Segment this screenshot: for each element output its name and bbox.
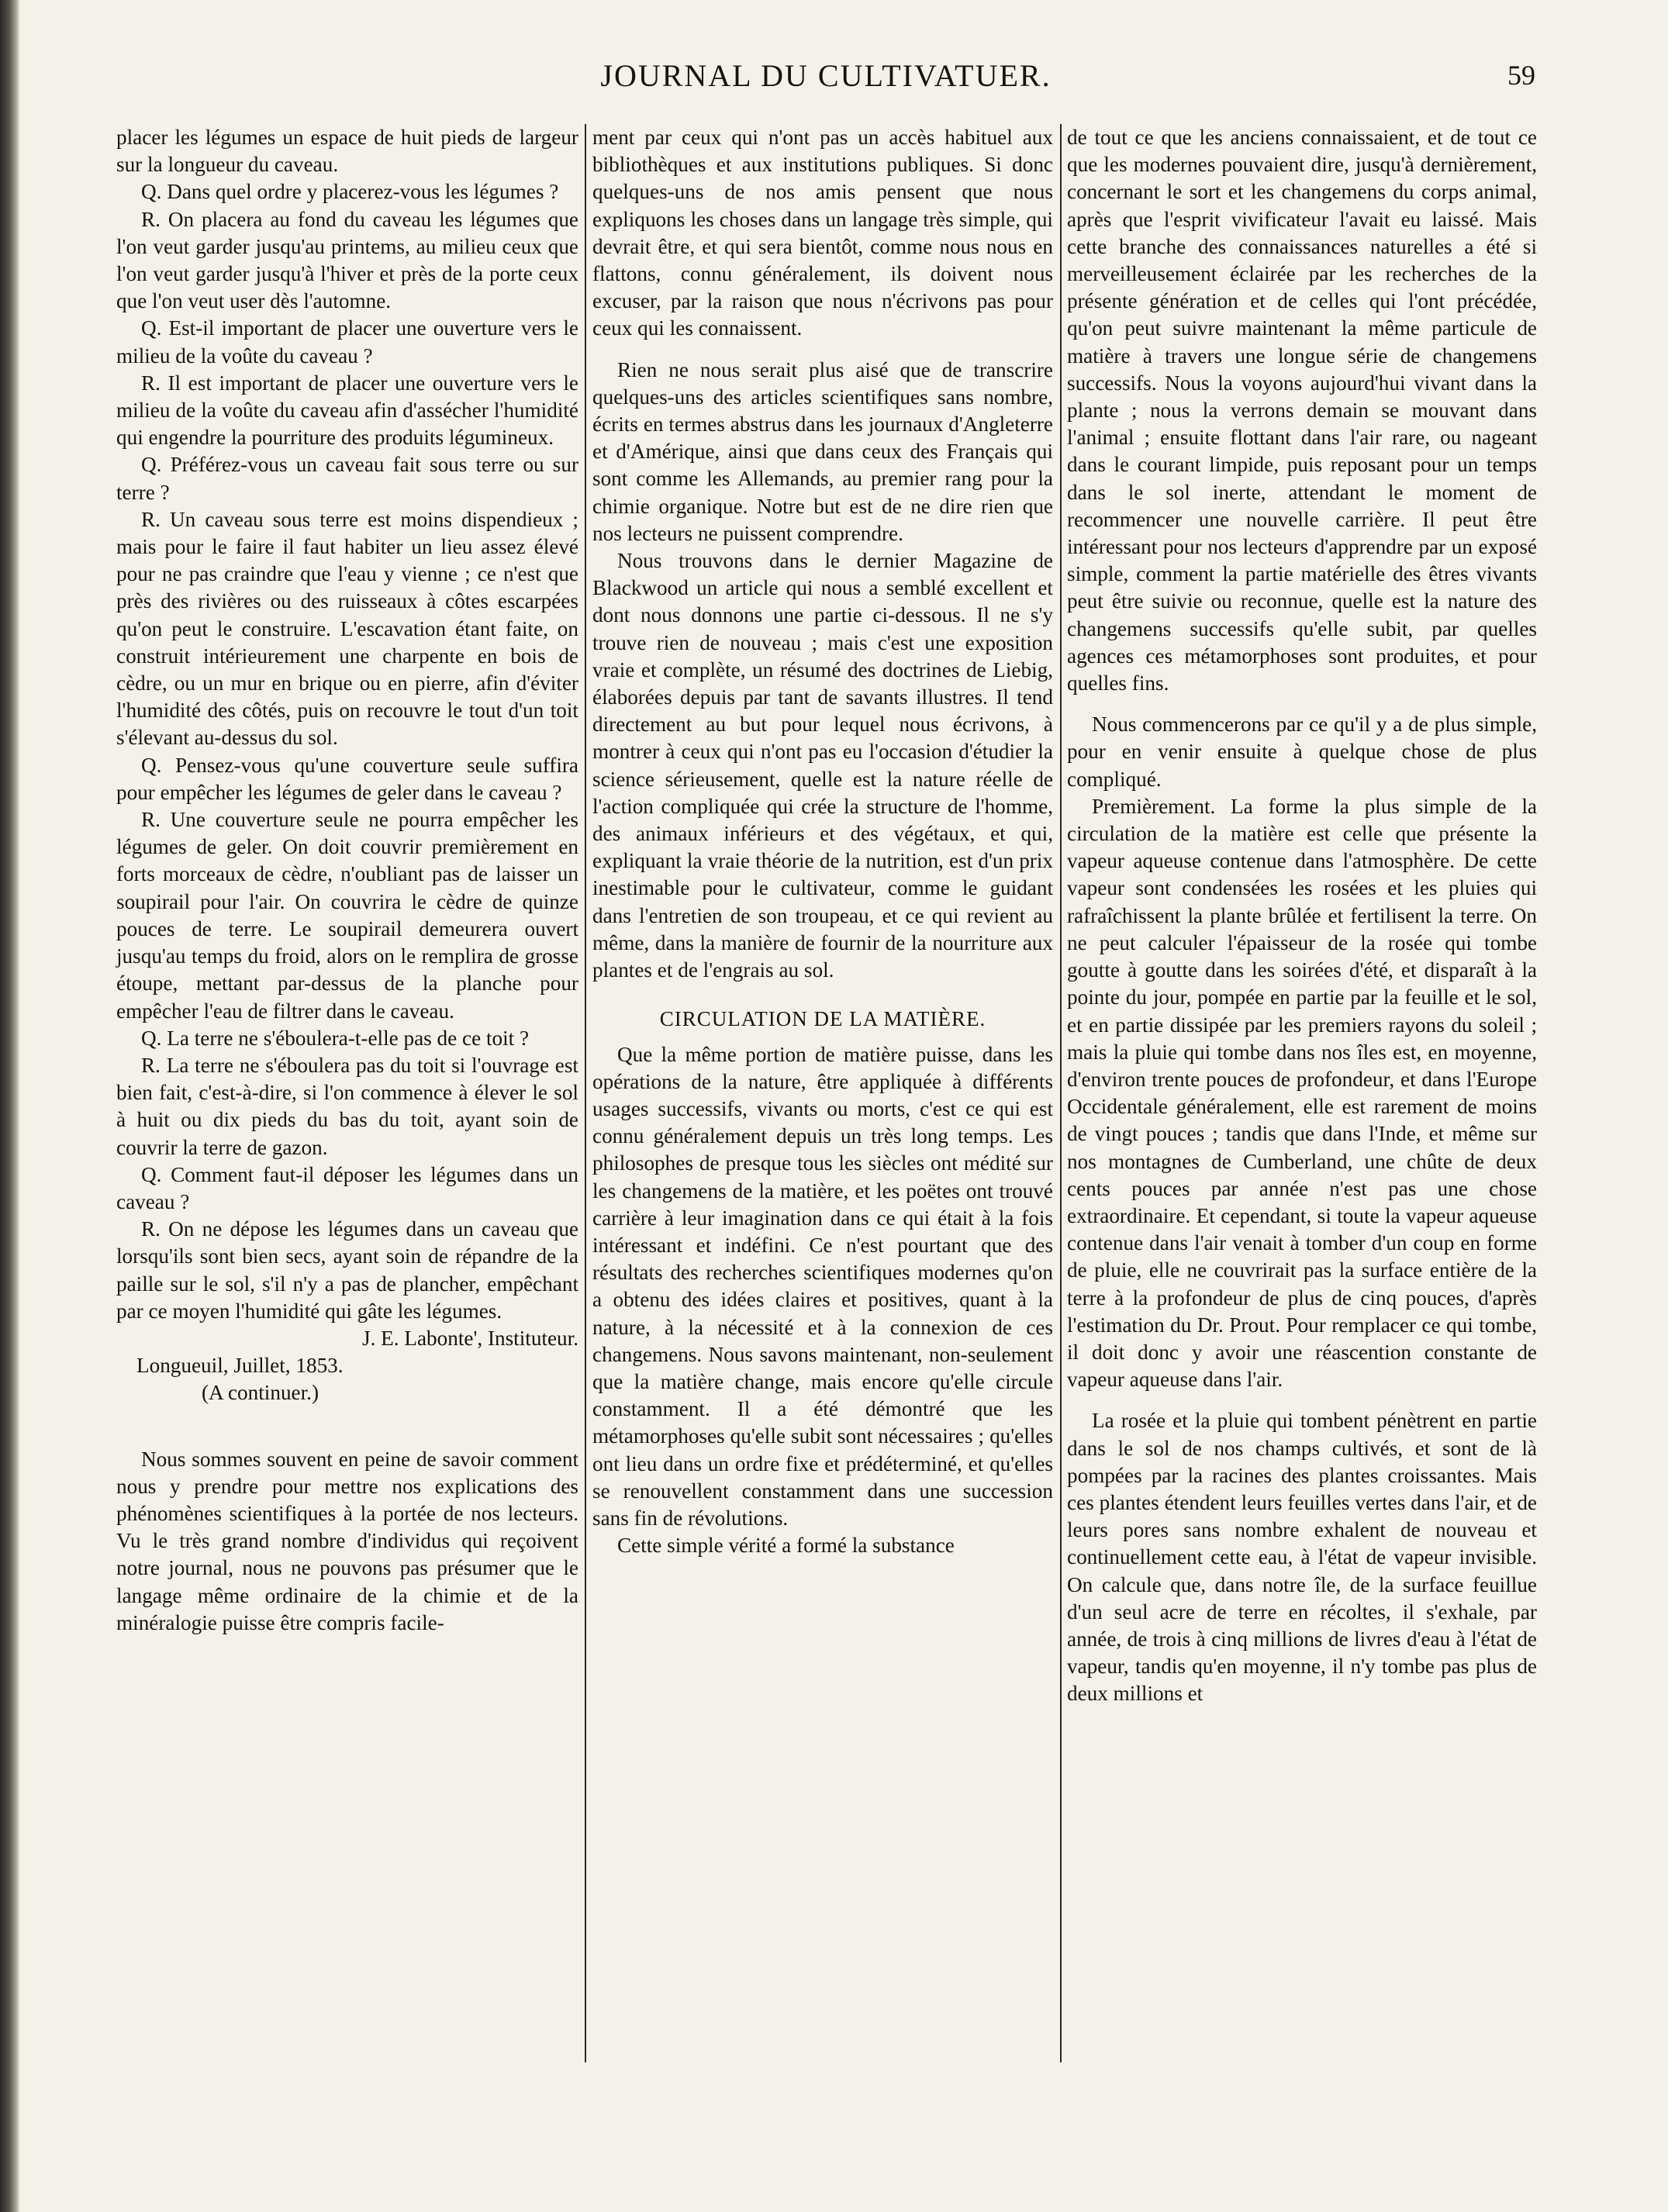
answer: R. Il est important de placer une ouverture vers le milieu de la voûte du caveau afin d'assécher l'humidité qui engendre la pourriture des produits légumineux. (116, 371, 578, 450)
page-binding-shadow (0, 0, 20, 2212)
answer: R. La terre ne s'éboulera pas du toit si l'ouvrage est bien fait, c'est-à-dire, si l'on commence à élever le sol à huit ou dix pieds du bas du toit, ayant soin de couvrir la terre de gazon. (116, 1053, 578, 1159)
answer: R. On placera au fond du caveau les légumes que l'on veut garder jusqu'au printems, au milieu ceux que l'on veut garder jusqu'à l'hiver et près de la porte ceux que l'on veut user dès l'automne. (116, 207, 578, 313)
column-right (1067, 124, 1537, 1708)
question: Q. Pensez-vous qu'une couverture seule suffira pour empêcher les légumes de geler dans le caveau ? (116, 753, 578, 804)
place-date: Longueuil, Juillet, 1853. (136, 1354, 344, 1378)
section-spacer (116, 1407, 578, 1446)
continued-note: (A continuer.) (202, 1381, 319, 1405)
paragraph: Nous sommes souvent en peine de savoir comment nous y prendre pour mettre nos explications des phénomènes scientifiques à la portée de nos lecteurs. Vu le très grand nombre d'individus qui reçoivent notre journal, nous ne pouvons pas présumer que le langage même ordinaire de la chimie et de la minéralogie puisse être compris facile- (116, 1447, 578, 1634)
answer: R. On ne dépose les légumes dans un caveau que lorsqu'ils sont bien secs, ayant soin de répandre de la paille sur le sol, s'il n'y a pas de plancher, empêchant par ce moyen l'humidité qui gâte les légumes. (116, 1217, 578, 1323)
paragraph: La rosée et la pluie qui tombent pénètrent en partie dans le sol de nos champs cultivés, et sont de là pompées par la racines des plantes croissantes. Mais ces plantes étendent leurs feuilles vertes dans l'air, et de leurs pores sans nombre exhalent de nouveau et continuellement cette eau, à l'état de vapeur invisible. On calcule que, dans notre île, de la surface feuillue d'un seul acre de terre en récoltes, il s'exhale, par année, de trois à cinq millions de livres d'eau à l'état de vapeur, tandis qu'en moyenne, il n'y tombe pas plus de deux millions et (1067, 1409, 1537, 1706)
answer: R. Un caveau sous terre est moins dispendieux ; mais pour le faire il faut habiter un lieu assez élevé pour ne pas craindre que l'eau y vienne ; ce n'est que près des rivières ou des ruisseaux à côtes escarpées qu'on peut le construire. L'escavation étant faite, on construit intérieurement une charpente en bois de cèdre, ou un mur en brique ou en pierre, afin d'éviter l'humidité des côtés, puis on recouvre le tout d'un toit s'élevant au-dessus du sol. (116, 507, 578, 750)
paragraph: placer les légumes un espace de huit pieds de largeur sur la longueur du caveau. (116, 126, 578, 177)
paragraph: Cette simple vérité a formé la substance (617, 1534, 955, 1558)
paragraph: de tout ce que les anciens connaissaient, et de tout ce que les modernes pouvaient dire, jusqu'à dernièrement, concernant le sort et les changemens du corps animal, après que l'esprit vivificateur l'avait eu laissé. Mais cette branche des connaissances naturelles a été si merveilleusement éclairée par les recherches de la présente génération et de celles qui l'ont précédée, qu'on peut suivre maintenant la même particule de matière à travers une longue série de changemens successifs. Nous la voyons aujourd'hui vivant dans la plante ; nous la verrons demain se mouvant dans l'animal ; ensuite flottant dans l'air rare, ou nageant dans le courant limpide, puis reposant pour un temps dans le sol inerte, attendant le moment de recommencer une nouvelle carrière. Il peut être intéressant pour nos lecteurs d'apprendre par un exposé simple, comment la partie matérielle des êtres vivants peut être suivie ou reconnue, quelle est la nature des changemens successifs qu'elle subit, par quelles agences ces métamorphoses sont produites, et pour quelles fins. (1067, 126, 1537, 695)
section-heading: CIRCULATION DE LA MATIÈRE. (659, 1007, 986, 1031)
column-rule-right (1060, 124, 1062, 2062)
paragraph: Que la même portion de matière puisse, dans les opérations de la nature, être appliquée à différents usages successifs, vivants ou morts, c'est ce qui est connu généralement depuis un très long temps. Les philosophes de presque tous les siècles ont médité sur les changemens de la matière, et les poëtes ont trouvé carrière à leur imagination dans ce qui était à la fois intéressant et indéfini. Ce n'est pourtant que des résultats des recherches scientifiques modernes qu'on a obtenu des idées claires et positives, quant à la nature, à la nécessité et à la connexion de ces changemens. Nous savons maintenant, non-seulement que la matière change, mais encore qu'elle circule constamment. Il a été démontré que les métamorphoses qu'elle subit sont nécessaires ; qu'elles ont lieu dans un ordre fixe et prédéterminé, et qu'elles se renouvellent constamment dans une succession sans fin de révolutions. (592, 1042, 1053, 1530)
question: Q. Préférez-vous un caveau fait sous terre ou sur terre ? (116, 453, 578, 504)
column-middle (592, 124, 1053, 1559)
paragraph: Nous commencerons par ce qu'il y a de plus simple, pour en venir ensuite à quelque chose de plus compliqué. (1067, 713, 1537, 791)
running-header (116, 51, 1535, 98)
question: Q. Comment faut-il déposer les légumes dans un caveau ? (116, 1162, 578, 1213)
paragraph: Nous trouvons dans le dernier Magazine de Blackwood un article qui nous a semblé excellent et dont nous donnons une partie ci-dessous. Il ne s'y trouve rien de nouveau ; mais c'est une exposition vraie et complète, un résumé des doctrines de Liebig, élaborées depuis par tant de savants illustres. Il tend directement au but pour lequel nous écrivons, à montrer à ceux qui n'ont pas eu l'occasion d'étudier la science sérieusement, quelle est la nature réelle de l'action compliquée qui crée la structure de l'homme, des animaux inférieurs et des végétaux, et qui, expliquant la vraie théorie de la nutrition, est d'un prix inestimable pour le cultivateur, comme le guidant dans l'entretien de son troupeau, et ce qui revient au même, dans la manière de fournir de la nourriture aux plantes et de l'engrais au sol. (592, 549, 1053, 982)
question: Q. Est-il important de placer une ouverture vers le milieu de la voûte du caveau ? (116, 316, 578, 368)
paragraph: ment par ceux qui n'ont pas un accès habituel aux bibliothèques et aux institutions publiques. Si donc quelques-uns de nos amis pensent que nous expliquons les choses dans un langage très simple, qui devrait être, et qui sera bientôt, comme nous nous en flattons, connu généralement, ils doivent nous excuser, par la raison que nous n'écrivons pas pour ceux qui les connaissent. (592, 126, 1053, 340)
journal-title: JOURNAL DU CULTIVATUER. (600, 58, 1052, 93)
paragraph: Premièrement. La forme la plus simple de la circulation de la matière est celle que présente la vapeur aqueuse contenue dans l'atmosphère. De cette vapeur sont condensées les rosées et les pluies qui rafraîchissent la plante brûlée et fertilisent la terre. On ne peut calculer l'épaisseur de la rosée qui tombe goutte à goutte dans les soirées d'été, et disparaît à la pointe du jour, pompée en partie par la feuille et le sol, et en partie dissipée par les premiers rayons du soleil ; mais la pluie qui tombe dans nos îles est, en moyenne, d'environ trente pouces de profondeur, et dans l'Europe Occidentale généralement, elle est rarement de moins de vingt pouces ; tandis que dans l'Inde, et même sur nos montagnes de Cumberland, une chûte de deux cents pouces par année n'est pas une chose extraordinaire. Et cependant, si toute la vapeur aqueuse contenue dans l'air venait à tomber d'un coup en forme de pluie, elle ne couvrirait pas la surface entière de la terre à la profondeur de plus de cinq pouces, d'après l'estimation du Dr. Prout. Pour remplacer ce qui tombe, il doit donc y avoir une réascention constante de vapeur aqueuse dans l'air. (1067, 794, 1537, 1392)
paragraph: Rien ne nous serait plus aisé que de transcrire quelques-uns des articles scientifiques sans nombre, écrits en termes abstrus dans les journaux d'Angleterre et d'Amérique, ainsi que dans ceux des Français qui sont comme les Allemands, au premier rang pour la chimie organique. Notre but est de ne dire rien que nos lecteurs ne puissent comprendre. (592, 357, 1053, 545)
column-left (116, 124, 578, 1637)
author-signature: J. E. Labonte', Instituteur. (362, 1326, 578, 1350)
question: Q. Dans quel ordre y placerez-vous les légumes ? (141, 180, 559, 204)
page-number: 59 (1507, 60, 1535, 91)
question: Q. La terre ne s'éboulera-t-elle pas de ce toit ? (141, 1026, 530, 1050)
column-rule-left (585, 124, 586, 2062)
answer: R. Une couverture seule ne pourra empêcher les légumes de geler. On doit couvrir premièrement en forts morceaux de cèdre, n'oubliant pas de laisser un soupirail pour l'air. On couvrira le cèdre de quinze pouces de terre. Le soupirail demeurera ouvert jusqu'au temps du froid, alors on le remplira de grosse étoupe, mettant par-dessus de la planche pour empêcher l'eau de filtrer dans le caveau. (116, 808, 578, 1023)
